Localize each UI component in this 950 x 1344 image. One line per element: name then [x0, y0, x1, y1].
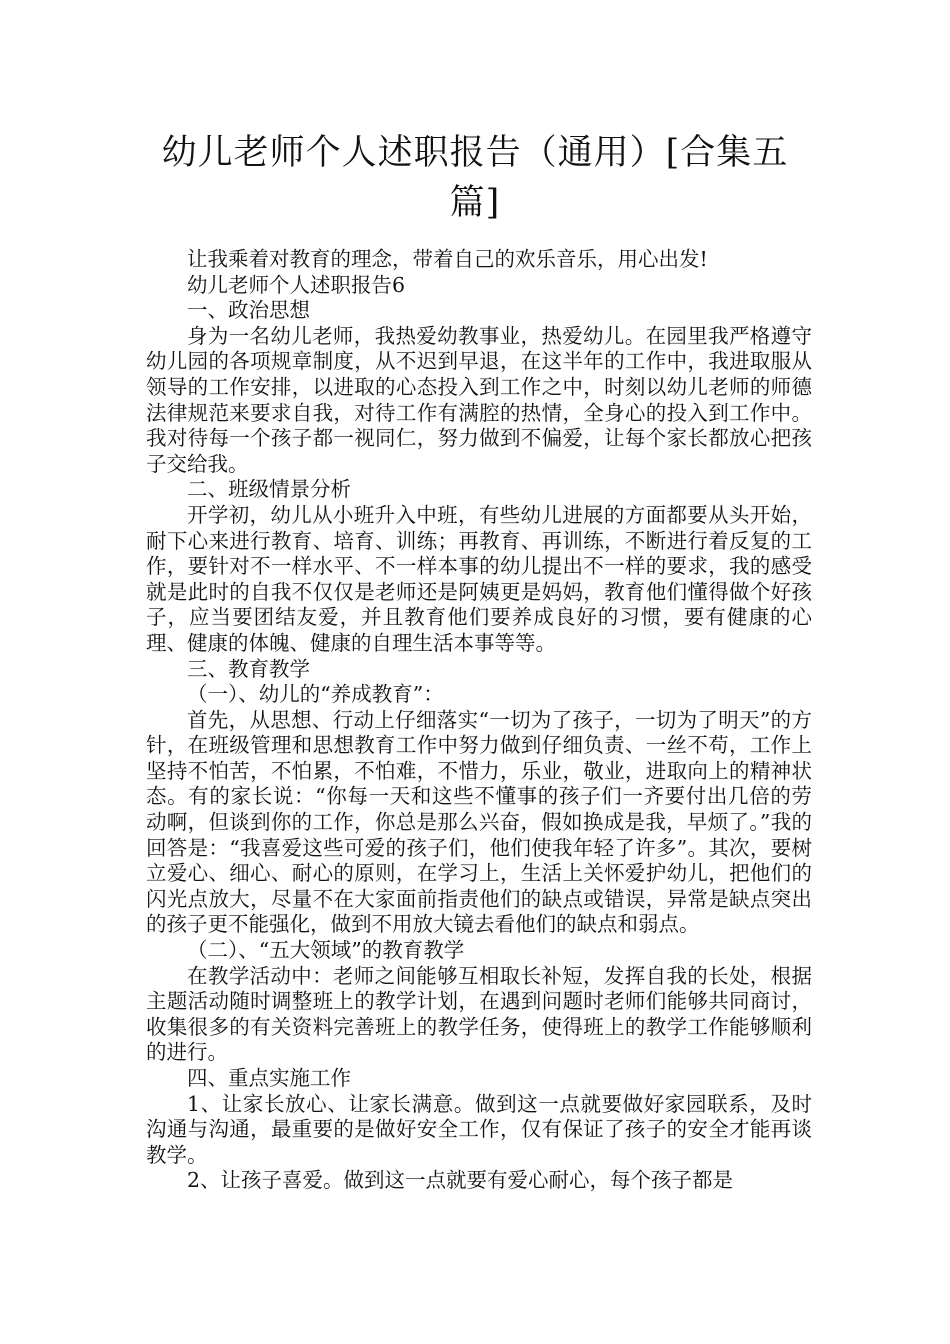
paragraph: 首先，从思想、行动上仔细落实“一切为了孩子，一切为了明天”的方针，在班级管理和思想教育工作中努力做到仔细负责、一丝不苟，工作上坚持不怕苦，不怕累，不怕难，不惜力，乐业，敬业，进取向上的精神状态。有的家长说：“你每一天和这些不懂事的孩子们一齐要付出几倍的劳动啊，但谈到你的工作，你总是那么兴奋，假如换成是我，早烦了。”我的回答是：“我喜爱这些可爱的孩子们，他们使我年轻了许多”。其次，要树立爱心、细心、耐心的原则，在学习上，生活上关怀爱护幼儿，把他们的闪光点放大，尽量不在大家面前指责他们的缺点或错误，异常是缺点突出的孩子更不能强化，做到不用放大镜去看他们的缺点和弱点。	[146, 707, 812, 937]
subsection-heading: （二）、“五大领域”的教育教学	[187, 938, 465, 963]
subsection-heading: （一）、幼儿的“养成教育”：	[187, 682, 444, 707]
document-body	[146, 247, 812, 1194]
section-heading: 幼儿老师个人述职报告6	[187, 272, 406, 297]
paragraph: 让我乘着对教育的理念，带着自己的欢乐音乐，用心出发!	[187, 247, 708, 271]
section-heading: 四、重点实施工作	[187, 1066, 351, 1090]
document-title: 幼儿老师个人述职报告（通用）[合集五篇]	[161, 133, 789, 223]
paragraph: 2、让孩子喜爱。做到这一点就要有爱心耐心，每个孩子都是	[187, 1168, 734, 1193]
paragraph: 1、让家长放心、让家长满意。做到这一点就要做好家园联系，及时沟通与沟通，最重要的是做好安全工作，仅有保证了孩子的安全才能再谈教学。	[146, 1091, 812, 1167]
paragraph: 开学初，幼儿从小班升入中班，有些幼儿进展的方面都要从头开始，耐下心来进行教育、培育、训练；再教育、再训练，不断进行着反复的工作，要针对不一样水平、不一样本事的幼儿提出不一样的要求，我的感受就是此时的自我不仅仅是老师还是阿姨更是妈妈，教育他们懂得做个好孩子，应当要团结友爱，并且教育他们要养成良好的习惯，要有健康的心理、健康的体魄、健康的自理生活本事等等。	[146, 502, 812, 655]
paragraph: 身为一名幼儿老师，我热爱幼教事业，热爱幼儿。在园里我严格遵守幼儿园的各项规章制度，从不迟到早退，在这半年的工作中，我进取服从领导的工作安排，以进取的心态投入到工作之中，时刻以幼儿老师的师德法律规范来要求自我，对待工作有满腔的热情，全身心的投入到工作中。我对待每一个孩子都一视同仁，努力做到不偏爱，让每个家长都放心把孩子交给我。	[146, 323, 812, 476]
section-heading: 三、教育教学	[187, 656, 310, 681]
paragraph: 在教学活动中：老师之间能够互相取长补短，发挥自我的长处，根据主题活动随时调整班上的教学计划，在遇到问题时老师们能够共同商讨，收集很多的有关资料完善班上的教学任务，使得班上的教学工作能够顺利的进行。	[146, 963, 812, 1065]
section-heading: 一、政治思想	[187, 298, 310, 323]
section-heading: 二、班级情景分析	[187, 477, 351, 502]
